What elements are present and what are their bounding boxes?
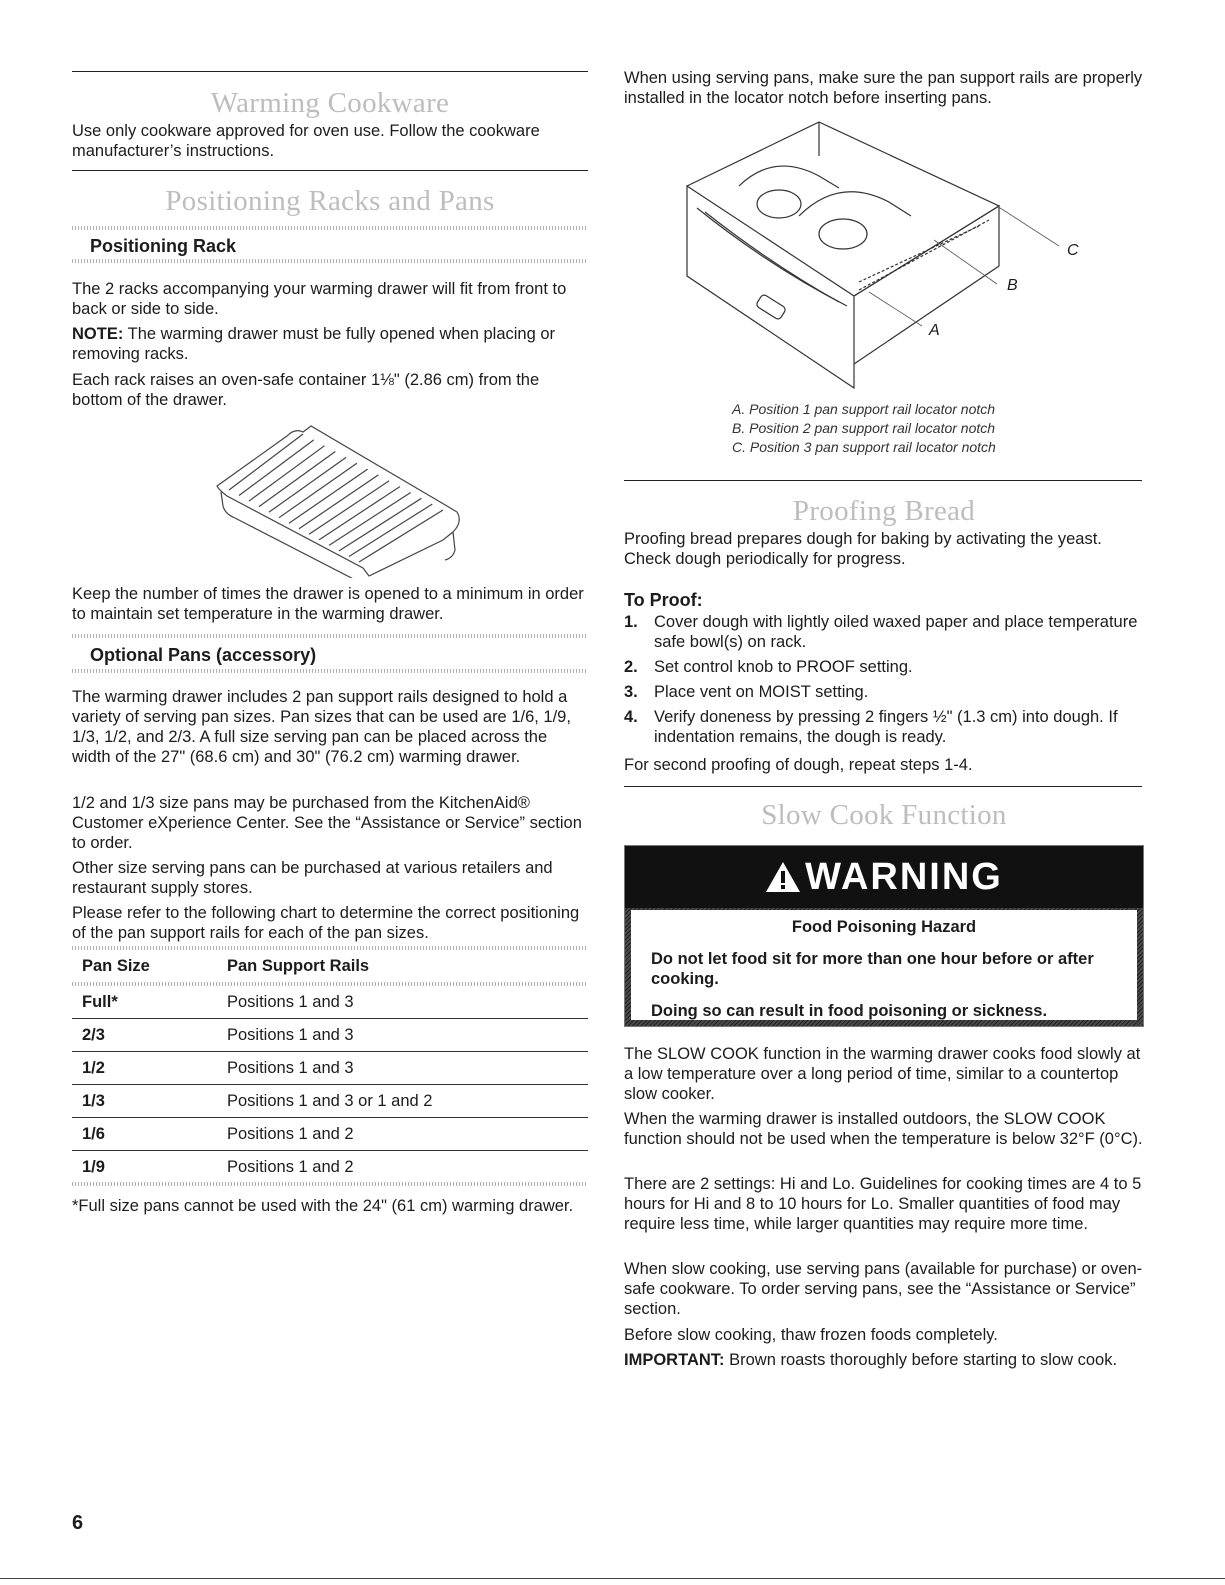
warning-word: WARNING — [805, 855, 1003, 898]
drawer-open-paragraph: Keep the number of times the drawer is opened to a minimum in order to maintain set temperature in the warming drawer. — [72, 585, 584, 623]
retailers-paragraph: Other size serving pans can be purchased at various retailers and restaurant supply stores. — [72, 859, 553, 897]
caption-b: B. Position 2 pan support rail locator notch — [732, 420, 996, 436]
rack-wire — [239, 440, 314, 496]
table-header-pan-support-rails: Pan Support Rails — [227, 956, 370, 975]
table-row — [72, 1085, 588, 1118]
table-row — [72, 986, 588, 1019]
step-text: Set control knob to PROOF setting. — [654, 658, 913, 676]
section-rule — [624, 786, 1142, 787]
list-item — [624, 612, 1144, 652]
rack-illustration — [207, 418, 467, 578]
warming-cookware-text: Use only cookware approved for oven use. Follow the cookware manufacturer’s instructions. — [72, 122, 540, 160]
step-number: 1. — [624, 613, 638, 631]
rack-wire — [259, 452, 335, 507]
warning-content — [631, 910, 1137, 1020]
step-number: 2. — [624, 658, 638, 676]
pan-rails-cell: Positions 1 and 3 or 1 and 2 — [227, 1085, 588, 1118]
dotted-rule — [72, 259, 588, 263]
note-text: The warming drawer must be fully opened when placing or removing racks. — [72, 325, 556, 363]
slow-cook-paragraph-2: When the warming drawer is installed outdoors, the SLOW COOK function should not be used when the temperature is below 32°F (0°C). — [624, 1110, 1143, 1148]
step-number: 4. — [624, 708, 638, 726]
slow-cook-paragraph-4: When slow cooking, use serving pans (available for purchase) or oven-safe cookware. To order serving pans, see the “Assistance or Service” section. — [624, 1260, 1143, 1318]
slow-cook-paragraph-5: Before slow cooking, thaw frozen foods completely. — [624, 1326, 998, 1344]
important-paragraph — [624, 1350, 1144, 1370]
section-rule — [72, 170, 588, 171]
slow-cook-paragraph-3: There are 2 settings: Hi and Lo. Guidelines for cooking times are 4 to 5 hours for Hi and 8 to 10 hours for Lo. Smaller quantities of food may require less time, while larger quantities may require more time. — [624, 1175, 1142, 1233]
list-item — [624, 682, 1144, 702]
step-text: Verify doneness by pressing 2 fingers ½" (1.3 cm) into dough. If indentation remains, the dough is ready. — [654, 708, 1118, 746]
slow-cook-title: Slow Cook Function — [761, 799, 1007, 831]
note-label: NOTE: — [72, 325, 124, 343]
pan-size-cell: 1/3 — [72, 1085, 227, 1118]
pan-rails-cell: Positions 1 and 3 — [227, 1052, 588, 1085]
pans-paragraph: The warming drawer includes 2 pan support rails designed to hold a variety of serving pan sizes. Pan sizes that can be used are 1/6, 1/9, 1/3, 1/2, and 2/3. A full size serving pan can be placed across the width of the 27" (68.6 cm) and 30" (76.2 cm) warming drawer. — [72, 688, 571, 766]
pan-size-cell: 2/3 — [72, 1019, 227, 1052]
warning-box — [624, 845, 1144, 1027]
pan-rails-cell: Positions 1 and 3 — [227, 986, 588, 1019]
pan-size-cell: 1/9 — [82, 1157, 105, 1176]
important-text: Brown roasts thoroughly before starting to slow cook. — [724, 1351, 1118, 1369]
dotted-rule — [72, 226, 588, 230]
hazard-title: Food Poisoning Hazard — [791, 918, 977, 936]
proofing-bread-title: Proofing Bread — [792, 495, 976, 527]
section-rule — [624, 480, 1142, 481]
figure-label-b: B — [1007, 277, 1018, 294]
pan-rails-cell: Positions 1 and 3 — [227, 1019, 588, 1052]
step-text: Cover dough with lightly oiled waxed paper and place temperature safe bowl(s) on rack. — [654, 613, 1138, 651]
table-header-row — [72, 950, 588, 982]
warning-triangle-icon — [765, 861, 801, 893]
chart-intro-paragraph: Please refer to the following chart to determine the correct positioning of the pan support rails for each of the pan sizes. — [72, 904, 580, 942]
second-proofing-paragraph: For second proofing of dough, repeat steps 1-4. — [624, 756, 973, 774]
rack-wire — [229, 434, 303, 490]
slow-cook-paragraph-1: The SLOW COOK function in the warming drawer cooks food slowly at a low temperature over a long period of time, similar to a countertop slow cooker. — [624, 1045, 1141, 1103]
positioning-rack-subhead: Positioning Rack — [90, 236, 237, 256]
warning-text-1: Do not let food sit for more than one hour before or after cooking. — [651, 950, 1094, 988]
important-label: IMPORTANT: — [624, 1351, 725, 1369]
rack-wire — [249, 446, 325, 501]
rails-paragraph: When using serving pans, make sure the pan support rails are properly installed in the locator notch before inserting pans. — [624, 69, 1143, 107]
figure-captions — [732, 400, 996, 457]
section-rule — [72, 71, 588, 72]
table-footnote: *Full size pans cannot be used with the 24" (61 cm) warming drawer. — [72, 1197, 574, 1215]
figure-label-c: C — [1067, 242, 1079, 259]
positioning-title: Positioning Racks and Pans — [165, 185, 495, 217]
rack-height-paragraph: Each rack raises an oven-safe container 1⅛" (2.86 cm) from the bottom of the drawer. — [72, 371, 540, 409]
page-number: 6 — [72, 1512, 84, 1534]
table-row — [72, 1052, 588, 1085]
warning-header — [625, 846, 1143, 908]
table-row — [72, 1151, 588, 1184]
pan-size-table — [72, 950, 588, 1183]
caption-c: C. Position 3 pan support rail locator notch — [732, 439, 996, 455]
pan-rails-cell: Positions 1 and 2 — [227, 1157, 354, 1176]
pan-size-cell: 1/2 — [72, 1052, 227, 1085]
dotted-rule — [72, 669, 588, 673]
step-text: Place vent on MOIST setting. — [654, 683, 869, 701]
caption-a: A. Position 1 pan support rail locator notch — [732, 401, 996, 417]
table-row — [72, 1118, 588, 1151]
dotted-rule — [72, 1182, 588, 1186]
to-proof-subhead: To Proof: — [624, 590, 703, 610]
rack-wire — [269, 457, 346, 512]
pan-size-cell: Full* — [72, 986, 227, 1019]
kitchenaid-paragraph: 1/2 and 1/3 size pans may be purchased from the KitchenAid® Customer eXperience Center. See the “Assistance or Service” section to order. — [72, 794, 582, 852]
warning-text-2: Doing so can result in food poisoning or sickness. — [651, 1002, 1048, 1020]
proofing-paragraph: Proofing bread prepares dough for baking by activating the yeast. Check dough periodically for progress. — [624, 530, 1102, 568]
warming-cookware-title: Warming Cookware — [210, 87, 450, 119]
rack-note — [72, 324, 588, 364]
optional-pans-subhead: Optional Pans (accessory) — [90, 645, 317, 665]
page-bottom-line — [0, 1578, 1225, 1579]
figure-label-a: A — [929, 322, 940, 339]
table-row — [72, 1019, 588, 1052]
pan-rails-cell: Positions 1 and 2 — [227, 1118, 588, 1151]
list-item — [624, 657, 1144, 677]
pan-size-cell: 1/6 — [72, 1118, 227, 1151]
proof-steps — [624, 612, 1144, 752]
rack-paragraph: The 2 racks accompanying your warming drawer will fit from front to back or side to side. — [72, 280, 567, 318]
table-header-pan-size: Pan Size — [82, 956, 150, 975]
dotted-rule — [72, 634, 588, 638]
step-number: 3. — [624, 683, 638, 701]
drawer-illustration — [679, 116, 1119, 396]
list-item — [624, 707, 1144, 747]
